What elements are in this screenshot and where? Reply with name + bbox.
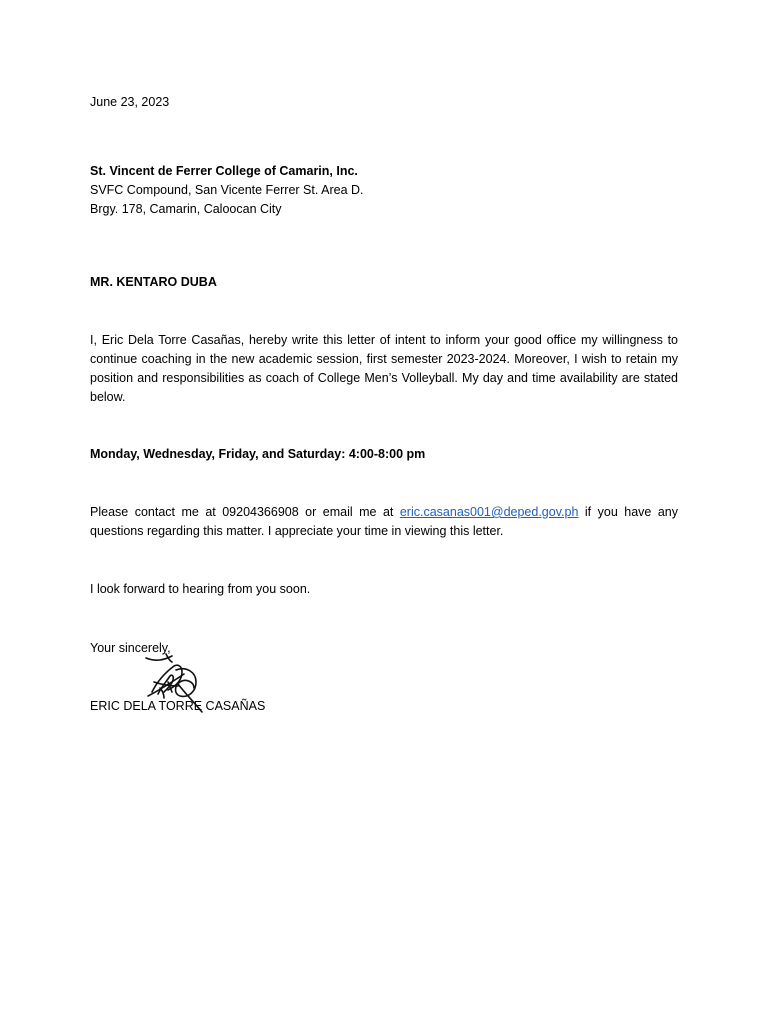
valediction: Your sincerely,: [90, 641, 171, 655]
recipient-address-line-1: SVFC Compound, San Vicente Ferrer St. Area D.: [90, 183, 364, 197]
contact-text-before: Please contact me at 09204366908 or email me at: [90, 505, 400, 519]
recipient-institution: St. Vincent de Ferrer College of Camarin, Inc.: [90, 164, 358, 178]
recipient-address-line-2: Brgy. 178, Camarin, Caloocan City: [90, 202, 282, 216]
handwritten-signature: [138, 652, 208, 714]
contact-text-after: if you have any questions regarding this matter. I appreciate your time in viewing this letter.: [90, 505, 678, 538]
body-paragraph: I, Eric Dela Torre Casañas, hereby write this letter of intent to inform your good office my willingness to continue coaching in the new academic session, first semester 2023-2024. Moreover, I wish to retain my position and responsibilities as coach of College Men’s Volleyball. My day and time availability are stated below.: [90, 333, 678, 404]
recipient-address: [90, 162, 678, 219]
letter-date: June 23, 2023: [90, 95, 170, 109]
availability-schedule: Monday, Wednesday, Friday, and Saturday: 4:00-8:00 pm: [90, 447, 426, 461]
contact-paragraph: [90, 503, 678, 541]
addressee: MR. KENTARO DUBA: [90, 275, 217, 289]
email-link[interactable]: eric.casanas001@deped.gov.ph: [399, 505, 579, 519]
signer-name: ERIC DELA TORRE CASAÑAS: [90, 699, 266, 713]
closing-line: I look forward to hearing from you soon.: [90, 582, 311, 596]
